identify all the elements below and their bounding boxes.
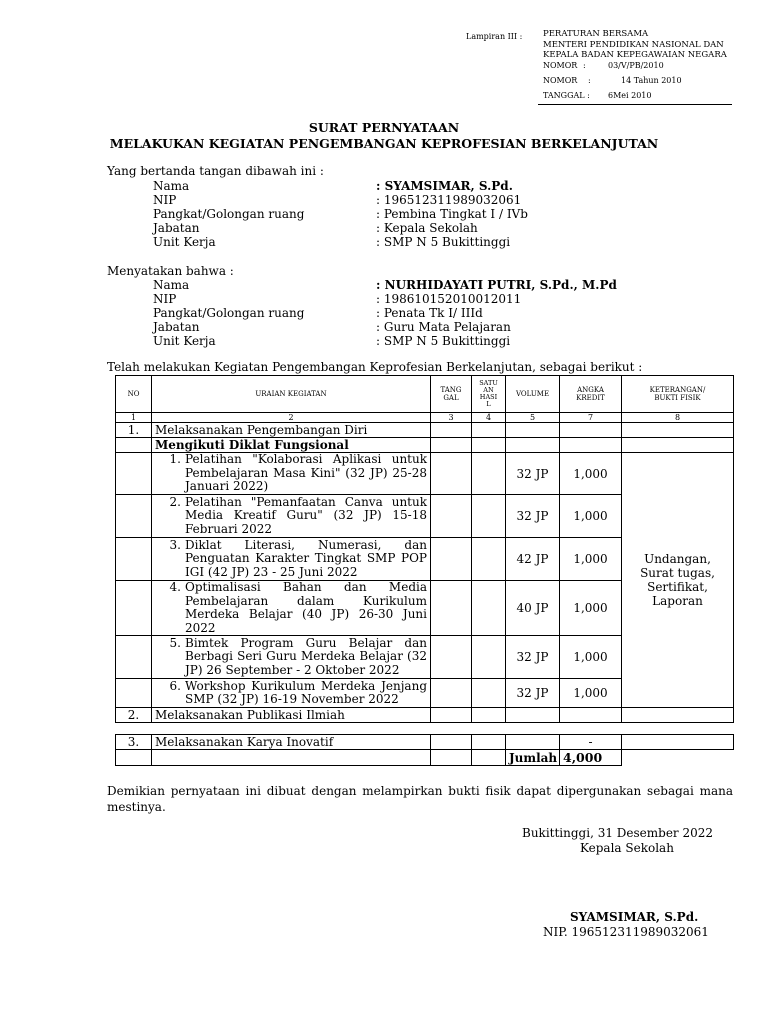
subject-unit-value: : SMP N 5 Bukittinggi bbox=[376, 334, 511, 348]
col-number: 1 bbox=[116, 413, 152, 423]
nomor1-colon: : bbox=[583, 61, 586, 70]
item-number: 2. bbox=[169, 494, 181, 509]
section-label: Melaksanakan Pengembangan Diri bbox=[152, 423, 431, 438]
header-divider bbox=[538, 104, 732, 105]
item-number: 6. bbox=[169, 678, 181, 693]
section-label: Melaksanakan Karya Inovatif bbox=[152, 735, 431, 750]
regulation-line: KEPALA BADAN KEPEGAWAIAN NEGARA bbox=[543, 50, 727, 60]
col-number: 2 bbox=[152, 413, 431, 423]
item-text: Diklat Literasi, Numerasi, dan Penguatan Karakter Tingkat SMP POP IGI (42 JP) 23 - 25 Juni 2022 bbox=[185, 537, 427, 579]
lampiran-label: Lampiran III : bbox=[466, 32, 523, 41]
activity-description bbox=[152, 453, 431, 495]
section-row bbox=[116, 423, 734, 438]
subject-name-value: : NURHIDAYATI PUTRI, S.Pd., M.Pd bbox=[376, 278, 617, 292]
item-number: 1. bbox=[169, 452, 181, 467]
signer-name-value: : SYAMSIMAR, S.Pd. bbox=[376, 179, 513, 193]
signer-position-value: : Kepala Sekolah bbox=[376, 221, 478, 235]
activity-volume: 32 JP bbox=[506, 679, 560, 708]
evidence-cell bbox=[622, 453, 734, 708]
table-intro: Telah melakukan Kegiatan Pengembangan Keprofesian Berkelanjutan, sebagai berikut : bbox=[107, 360, 643, 374]
subject-position-label: Jabatan bbox=[153, 320, 200, 334]
item-number: 5. bbox=[169, 635, 181, 650]
activity-kredit: 1,000 bbox=[560, 581, 622, 636]
evidence-line: Laporan bbox=[652, 594, 703, 608]
regulation-line: MENTERI PENDIDIKAN NASIONAL DAN bbox=[543, 39, 724, 50]
signer-intro: Yang bertanda tangan dibawah ini : bbox=[107, 164, 324, 178]
signer-rank-value: : Pembina Tingkat I / IVb bbox=[376, 207, 528, 221]
section-number: 3. bbox=[116, 735, 152, 750]
col-number: 4 bbox=[472, 413, 506, 423]
subject-name-label: Nama bbox=[153, 278, 190, 292]
subject-nip-value: : 198610152010012011 bbox=[376, 292, 522, 306]
activity-description bbox=[152, 495, 431, 538]
col-number: 5 bbox=[506, 413, 560, 423]
header-volume: VOLUME bbox=[506, 376, 560, 413]
activity-volume: 42 JP bbox=[506, 538, 560, 581]
header-angka-kredit: ANGKA KREDIT bbox=[560, 376, 622, 413]
signer-nip-label: NIP bbox=[153, 193, 177, 207]
col-number: 7 bbox=[560, 413, 622, 423]
activity-kredit: 1,000 bbox=[560, 636, 622, 679]
subsection-label: Mengikuti Diklat Fungsional bbox=[152, 438, 431, 453]
signer-nip-value: : 196512311989032061 bbox=[376, 193, 522, 207]
document-title: SURAT PERNYATAAN bbox=[308, 120, 460, 135]
header-no: NO bbox=[116, 376, 152, 413]
section-row bbox=[116, 735, 734, 750]
section-number: 1. bbox=[116, 423, 152, 438]
item-text: Pelatihan "Kolaborasi Aplikasi untuk Pembelajaran Masa Kini" (32 JP) 25-28 Januari 2022) bbox=[185, 452, 427, 494]
header-tanggal: TANG GAL bbox=[431, 376, 472, 413]
section-number: 2. bbox=[116, 708, 152, 723]
item-text: Workshop Kurikulum Merdeka Jenjang SMP (32 JP) 16-19 November 2022 bbox=[185, 678, 427, 706]
nomor2-label: NOMOR bbox=[543, 76, 578, 85]
activity-kredit: 1,000 bbox=[560, 495, 622, 538]
activity-description bbox=[152, 636, 431, 679]
tanggal-value: 6Mei 2010 bbox=[608, 91, 652, 100]
subsection-row bbox=[116, 438, 734, 453]
item-text: Optimalisasi Bahan dan Media Pembelajaran dalam Kurikulum Merdeka Belajar (40 JP) 26-30 Juni 2022 bbox=[185, 580, 427, 635]
activity-description bbox=[152, 679, 431, 708]
item-number: 3. bbox=[169, 537, 181, 552]
header-keterangan: KETERANGAN/ BUKTI FISIK bbox=[622, 376, 734, 413]
signature-nip: NIP. 196512311989032061 bbox=[543, 925, 709, 939]
item-number: 4. bbox=[169, 580, 181, 594]
activity-kredit: 1,000 bbox=[560, 453, 622, 495]
signer-position-label: Jabatan bbox=[153, 221, 200, 235]
header-uraian: URAIAN KEGIATAN bbox=[152, 376, 431, 413]
nomor2-value: 14 Tahun 2010 bbox=[621, 76, 682, 85]
activity-kredit: 1,000 bbox=[560, 538, 622, 581]
item-text: Pelatihan "Pemanfaatan Canva untuk Media Kreatif Guru" (32 JP) 15-18 Februari 2022 bbox=[185, 494, 427, 536]
regulation-line: PERATURAN BERSAMA bbox=[543, 29, 649, 39]
col-number: 3 bbox=[431, 413, 472, 423]
activity-description bbox=[152, 581, 431, 636]
subject-nip-label: NIP bbox=[153, 292, 177, 306]
subject-rank-value: : Penata Tk I/ IIId bbox=[376, 306, 483, 320]
subject-position-value: : Guru Mata Pelajaran bbox=[376, 320, 511, 334]
activity-kredit: 1,000 bbox=[560, 679, 622, 708]
item-text: Bimtek Program Guru Belajar dan Berbagi Seri Guru Merdeka Belajar (32 JP) 26 September - 2 Oktober 2022 bbox=[185, 635, 427, 677]
total-value: 4,000 bbox=[560, 750, 622, 766]
tanggal-label: TANGGAL : bbox=[543, 91, 590, 100]
nomor2-colon: : bbox=[588, 76, 591, 85]
header-satuan: SATU AN HASI L bbox=[472, 376, 506, 413]
signer-unit-label: Unit Kerja bbox=[153, 235, 216, 249]
section-kredit: - bbox=[560, 735, 622, 750]
signer-unit-value: : SMP N 5 Bukittinggi bbox=[376, 235, 511, 249]
evidence-line: Sertifikat, bbox=[647, 580, 708, 594]
column-number-row bbox=[116, 413, 734, 423]
evidence-line: Surat tugas, bbox=[640, 566, 715, 580]
signer-rank-label: Pangkat/Golongan ruang bbox=[153, 207, 305, 221]
table-gap bbox=[116, 723, 734, 735]
nomor1-value: 03/V/PB/2010 bbox=[608, 61, 664, 70]
total-row bbox=[116, 750, 734, 766]
signature-position: Kepala Sekolah bbox=[580, 841, 674, 855]
nomor1-label: NOMOR bbox=[543, 61, 578, 70]
signer-name-label: Nama bbox=[153, 179, 190, 193]
signature-place-date: Bukittinggi, 31 Desember 2022 bbox=[522, 826, 714, 840]
activity-volume: 32 JP bbox=[506, 453, 560, 495]
activity-volume: 32 JP bbox=[506, 495, 560, 538]
signature-name: SYAMSIMAR, S.Pd. bbox=[570, 910, 699, 924]
regulation-block bbox=[543, 29, 727, 61]
total-label: Jumlah bbox=[506, 750, 560, 766]
activity-volume: 40 JP bbox=[506, 581, 560, 636]
subject-unit-label: Unit Kerja bbox=[153, 334, 216, 348]
section-row bbox=[116, 708, 734, 723]
section-label: Melaksanakan Publikasi Ilmiah bbox=[152, 708, 431, 723]
activity-volume: 32 JP bbox=[506, 636, 560, 679]
subject-intro: Menyatakan bahwa : bbox=[107, 264, 234, 278]
activity-row bbox=[116, 453, 734, 495]
subject-rank-label: Pangkat/Golongan ruang bbox=[153, 306, 305, 320]
col-number: 8 bbox=[622, 413, 734, 423]
closing-statement: Demikian pernyataan ini dibuat dengan melampirkan bukti fisik dapat dipergunakan sebagai mana mestinya. bbox=[107, 784, 733, 814]
document-subtitle: MELAKUKAN KEGIATAN PENGEMBANGAN KEPROFESIAN BERKELANJUTAN bbox=[109, 136, 659, 151]
evidence-line: Undangan, bbox=[644, 552, 711, 566]
activities-table bbox=[115, 375, 734, 766]
table-header-row bbox=[116, 376, 734, 413]
activity-description bbox=[152, 538, 431, 581]
